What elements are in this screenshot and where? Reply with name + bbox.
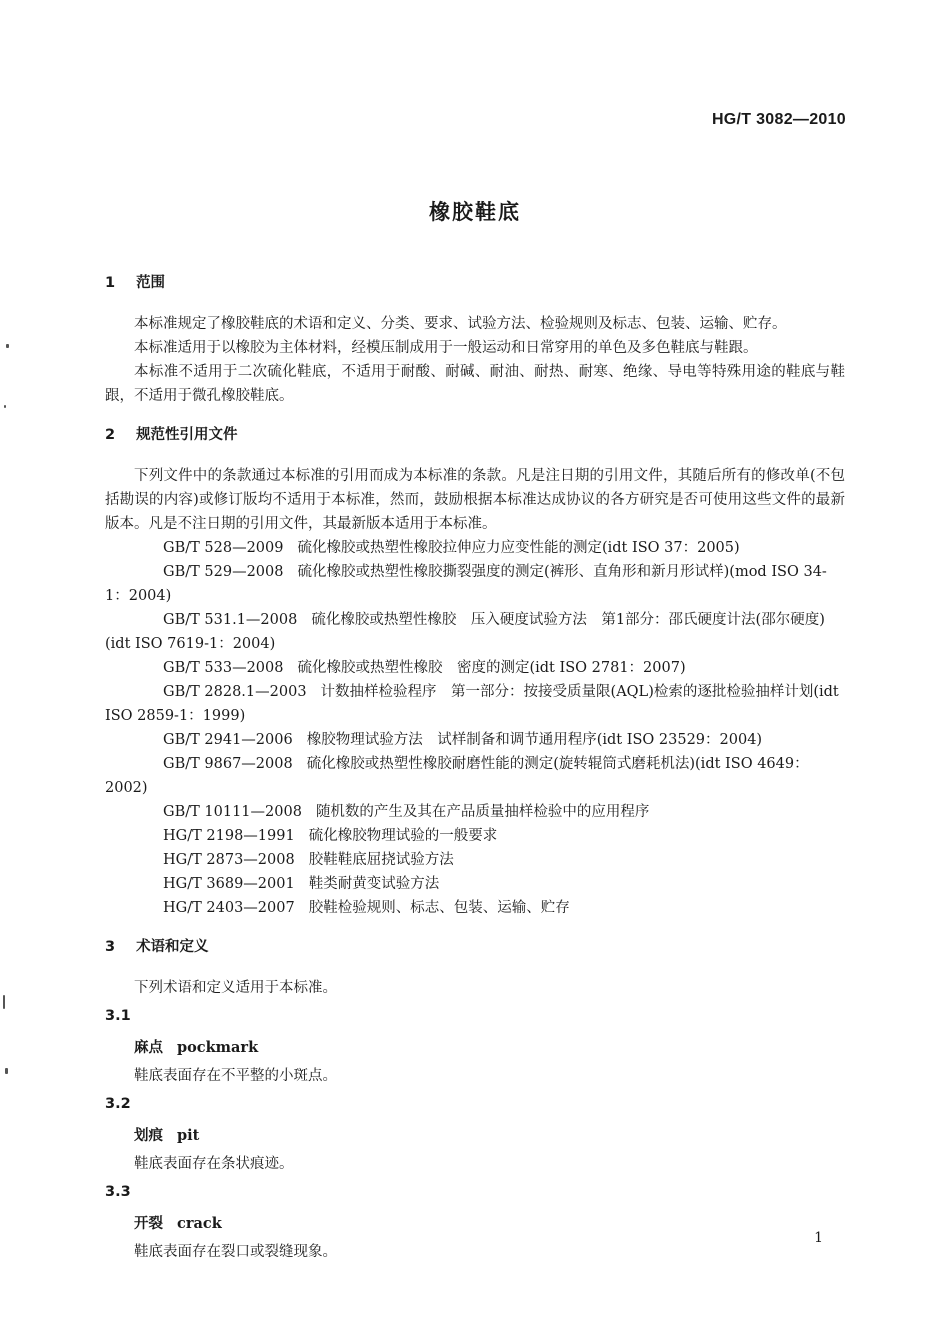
section-number: 2 bbox=[105, 427, 116, 443]
reference-title: 硫化橡胶或热塑性橡胶 压入硬度试验方法 第1部分：邵氏硬度计法(邵尔硬度)(idt ISO 7619-1：2004) bbox=[105, 612, 825, 652]
reference-title: 硫化橡胶或热塑性橡胶耐磨性能的测定(旋转辊筒式磨耗机法)(idt ISO 4649：2002) bbox=[105, 756, 809, 796]
reference-item bbox=[105, 608, 845, 656]
section-title: 规范性引用文件 bbox=[136, 427, 238, 443]
reference-item bbox=[105, 896, 845, 920]
reference-code: GB/T 533—2008 bbox=[163, 660, 284, 676]
term-entry bbox=[105, 1092, 845, 1176]
scan-speck bbox=[3, 995, 5, 1009]
section-title: 范围 bbox=[136, 275, 166, 291]
document-body bbox=[105, 270, 845, 1268]
term-definition: 鞋底表面存在不平整的小斑点。 bbox=[134, 1068, 337, 1084]
reference-code: HG/T 3689—2001 bbox=[163, 876, 295, 892]
reference-title: 鞋类耐黄变试验方法 bbox=[308, 876, 440, 892]
reference-code: GB/T 529—2008 bbox=[163, 564, 284, 580]
terms-intro: 下列术语和定义适用于本标准。 bbox=[134, 980, 337, 996]
scan-speck bbox=[4, 405, 6, 408]
scope-paragraph: 本标准不适用于二次硫化鞋底，不适用于耐酸、耐碱、耐油、耐热、耐寒、绝缘、导电等特殊用途的鞋底与鞋跟，不适用于微孔橡胶鞋底。 bbox=[105, 364, 845, 404]
reference-code: HG/T 2198—1991 bbox=[163, 828, 295, 844]
term-en: pit bbox=[177, 1127, 200, 1144]
references-intro: 下列文件中的条款通过本标准的引用而成为本标准的条款。凡是注日期的引用文件，其随后所有的修改单(不包括勘误的内容)或修订版均不适用于本标准，然而，鼓励根据本标准达成协议的各方研究是否可使用这些文件的最新版本。凡是不注日期的引用文件，其最新版本适用于本标准。 bbox=[105, 468, 845, 532]
section-title: 术语和定义 bbox=[136, 939, 209, 955]
term-entry bbox=[105, 1180, 845, 1264]
reference-title: 硫化橡胶或热塑性橡胶 密度的测定(idt ISO 2781：2007) bbox=[297, 660, 686, 676]
reference-title: 硫化橡胶或热塑性橡胶撕裂强度的测定(裤形、直角形和新月形试样)(mod ISO 34-1：2004) bbox=[105, 564, 827, 604]
section-1-heading bbox=[105, 270, 845, 296]
reference-list bbox=[105, 536, 845, 920]
reference-item bbox=[105, 848, 845, 872]
reference-item bbox=[105, 680, 845, 728]
reference-item bbox=[105, 872, 845, 896]
scan-speck bbox=[5, 1068, 8, 1074]
reference-item bbox=[105, 560, 845, 608]
reference-item bbox=[105, 752, 845, 800]
section-number: 3 bbox=[105, 939, 116, 955]
scan-speck bbox=[6, 344, 9, 348]
term-number: 3.3 bbox=[105, 1184, 131, 1200]
reference-item bbox=[105, 656, 845, 680]
section-2-heading bbox=[105, 422, 845, 448]
term-number: 3.1 bbox=[105, 1008, 131, 1024]
reference-code: GB/T 10111—2008 bbox=[163, 804, 302, 820]
reference-title: 硫化橡胶物理试验的一般要求 bbox=[308, 828, 498, 844]
reference-code: HG/T 2873—2008 bbox=[163, 852, 295, 868]
reference-title: 计数抽样检验程序 第一部分：按接受质量限(AQL)检索的逐批检验抽样计划(idt ISO 2859-1：1999) bbox=[105, 684, 839, 724]
reference-title: 硫化橡胶或热塑性橡胶拉伸应力应变性能的测定(idt ISO 37：2005) bbox=[297, 540, 740, 556]
reference-item bbox=[105, 824, 845, 848]
term-zh: 麻点 bbox=[134, 1040, 163, 1056]
section-number: 1 bbox=[105, 275, 116, 291]
term-name bbox=[105, 1212, 845, 1236]
term-number: 3.2 bbox=[105, 1096, 131, 1112]
scope-paragraph: 本标准适用于以橡胶为主体材料，经模压制成用于一般运动和日常穿用的单色及多色鞋底与鞋跟。 bbox=[134, 340, 758, 356]
reference-title: 胶鞋检验规则、标志、包装、运输、贮存 bbox=[308, 900, 570, 916]
reference-code: GB/T 2941—2006 bbox=[163, 732, 293, 748]
term-definition: 鞋底表面存在裂口或裂缝现象。 bbox=[134, 1244, 337, 1260]
reference-title: 胶鞋鞋底屈挠试验方法 bbox=[308, 852, 454, 868]
reference-item bbox=[105, 536, 845, 560]
reference-item bbox=[105, 728, 845, 752]
section-3-heading bbox=[105, 934, 845, 960]
term-zh: 划痕 bbox=[134, 1128, 163, 1144]
term-zh: 开裂 bbox=[134, 1216, 163, 1232]
term-entry bbox=[105, 1004, 845, 1088]
term-en: crack bbox=[177, 1215, 222, 1232]
term-en: pockmark bbox=[177, 1039, 259, 1056]
reference-code: GB/T 2828.1—2003 bbox=[163, 684, 307, 700]
reference-code: GB/T 9867—2008 bbox=[163, 756, 293, 772]
reference-title: 橡胶物理试验方法 试样制备和调节通用程序(idt ISO 23529：2004) bbox=[306, 732, 763, 748]
reference-item bbox=[105, 800, 845, 824]
term-name bbox=[105, 1124, 845, 1148]
standard-code: HG/T 3082—2010 bbox=[711, 111, 846, 128]
reference-code: GB/T 528—2009 bbox=[163, 540, 284, 556]
reference-code: HG/T 2403—2007 bbox=[163, 900, 295, 916]
term-definition: 鞋底表面存在条状痕迹。 bbox=[134, 1156, 294, 1172]
page-number: 1 bbox=[814, 1230, 823, 1246]
term-name bbox=[105, 1036, 845, 1060]
scope-paragraph: 本标准规定了橡胶鞋底的术语和定义、分类、要求、试验方法、检验规则及标志、包装、运输、贮存。 bbox=[134, 316, 787, 332]
reference-title: 随机数的产生及其在产品质量抽样检验中的应用程序 bbox=[315, 804, 650, 820]
document-title: 橡胶鞋底 bbox=[429, 200, 521, 224]
reference-code: GB/T 531.1—2008 bbox=[163, 612, 298, 628]
